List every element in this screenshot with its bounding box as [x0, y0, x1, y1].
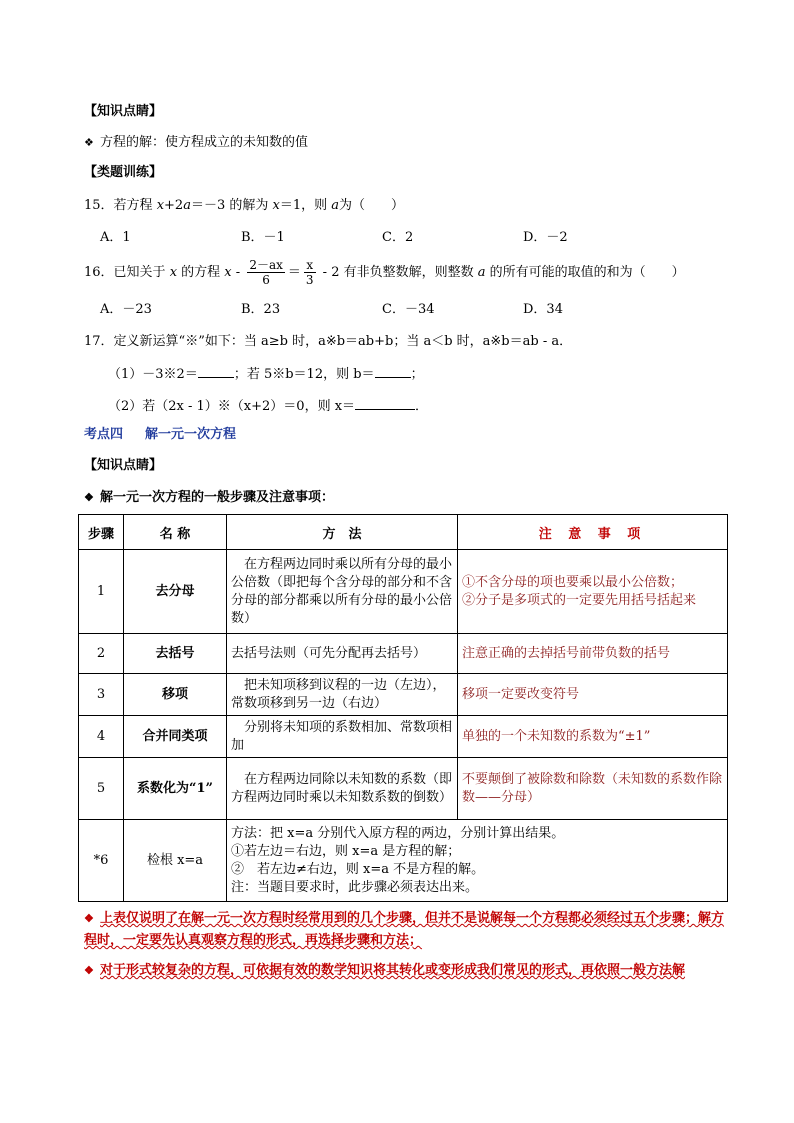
steps-table [78, 514, 728, 902]
knowledge-point [84, 134, 308, 152]
table-row [79, 634, 728, 674]
table-row [79, 674, 728, 716]
q16-option-b[interactable]: B．23 [241, 302, 281, 317]
header-notes-text: 注 意 事 项 [538, 526, 647, 542]
step-number: 3 [79, 674, 124, 716]
q15-var: x [156, 198, 165, 213]
header-method: 方 法 [227, 515, 458, 550]
answer-blank[interactable] [355, 396, 415, 410]
step-notes: 单独的一个未知数的系数为“±1” [458, 716, 728, 758]
q16-text: - [231, 265, 245, 280]
q15-option-b[interactable]: B．－1 [241, 230, 285, 245]
note-line: ①不含分母的项也要乘以最小公倍数； [462, 574, 684, 590]
q17-text: ． [415, 399, 429, 414]
kaodian-title: 解一元一次方程 [145, 427, 237, 442]
step-notes: 不要颠倒了被除数和除数（未知数的系数作除数——分母） [458, 758, 728, 820]
q15-var: x [272, 198, 280, 213]
q15-text: 15．若方程 [84, 198, 157, 213]
q17-text: ； [410, 367, 424, 382]
fraction-denominator: 3 [305, 273, 314, 287]
q16-fraction-1 [247, 258, 285, 287]
table-header-row [79, 515, 728, 550]
footnote-text: 对于形式较复杂的方程，可依据有效的数学知识将其转化或变形成我们常见的形式，再依照一般方法解 [100, 963, 686, 978]
step-number: 4 [79, 716, 124, 758]
note-line: ②分子是多项式的一定要先用括号括起来 [462, 592, 697, 608]
step-notes [458, 550, 728, 634]
steps-intro-text: 解一元一次方程的一般步骤及注意事项： [100, 490, 335, 505]
table-row [79, 550, 728, 634]
header-name: 名 称 [124, 515, 227, 550]
q17-part-1 [108, 364, 424, 384]
q15-option-a[interactable]: A．1 [100, 230, 131, 245]
step-name: 去括号 [124, 634, 227, 674]
footnote-2 [84, 960, 724, 982]
step-method: 去括号法则（可先分配再去括号） [227, 634, 458, 674]
question-15 [84, 197, 404, 215]
q16-var: x [169, 265, 178, 280]
step-name: 检根 x=a [124, 820, 227, 902]
q16-fraction-2 [304, 258, 316, 287]
q16-text: 16．已知关于 [84, 265, 170, 280]
q16-text: 的所有可能的取值的和为（ ） [485, 265, 685, 280]
q15-text: ＝－3 的解为 [190, 198, 273, 213]
diamond-bullet-icon: ❖ [84, 964, 94, 977]
step-name: 移项 [124, 674, 227, 716]
q16-options [100, 301, 664, 319]
method-line: 方法：把 x=a 分别代入原方程的两边，分别计算出结果。 [231, 825, 565, 841]
diamond-bullet-icon: ❖ [84, 491, 94, 504]
q16-option-a[interactable]: A．－23 [100, 302, 152, 317]
step-method [227, 820, 728, 902]
header-notes [458, 515, 728, 550]
q16-var: x [224, 265, 232, 280]
q15-var: a [331, 198, 340, 213]
q16-var: a [477, 265, 486, 280]
steps-intro [84, 489, 334, 507]
step-method: 在方程两边同时乘以所有分母的最小公倍数（即把每个含分母的部分和不含分母的部分都乘以所有分母的最小公倍数） [227, 550, 458, 634]
fraction-numerator: 2－ax [249, 258, 283, 272]
step-name: 系数化为“1” [124, 758, 227, 820]
section-heading-practice: 【类题训练】 [84, 165, 163, 180]
header-step: 步骤 [79, 515, 124, 550]
answer-blank[interactable] [198, 364, 234, 378]
question-17: 17．定义新运算“※”如下：当 a≥b 时，a※b＝ab+b；当 a＜b 时，a※b＝ab - a． [84, 334, 573, 349]
q15-text: +2 [164, 198, 184, 213]
table-row [79, 820, 728, 902]
step-method: 分别将未知项的系数相加、常数项相加 [227, 716, 458, 758]
step-name: 去分母 [124, 550, 227, 634]
q16-text: ＝ [287, 265, 301, 280]
q16-text: - 2 有非负整数解，则整数 [318, 265, 478, 280]
answer-blank[interactable] [375, 364, 411, 378]
method-line: 注：当题目要求时，此步骤必须表达出来。 [231, 879, 479, 895]
q17-text: ；若 5※b＝12，则 b＝ [233, 367, 375, 382]
kaodian-label: 考点四 [84, 427, 124, 442]
footnote-1 [84, 908, 724, 952]
q17-text: （2）若（2x - 1）※（x+2）＝0，则 x＝ [108, 399, 356, 414]
q16-option-c[interactable]: C．－34 [382, 302, 435, 317]
step-number: 2 [79, 634, 124, 674]
table-row [79, 716, 728, 758]
table-row [79, 758, 728, 820]
method-line: ①若左边＝右边，则 x=a 是方程的解； [231, 843, 461, 859]
q15-option-d[interactable]: D．－2 [523, 230, 568, 245]
method-line: ② 若左边≠右边，则 x=a 不是方程的解。 [231, 861, 485, 877]
q16-option-d[interactable]: D．34 [523, 302, 563, 317]
q15-var: a [183, 198, 191, 213]
step-notes: 注意正确的去掉括号前带负数的括号 [458, 634, 728, 674]
diamond-bullet-icon: ❖ [84, 136, 94, 149]
step-notes: 移项一定要改变符号 [458, 674, 728, 716]
step-number: 5 [79, 758, 124, 820]
question-16 [84, 258, 685, 288]
q15-text: 为（ ） [339, 198, 405, 213]
q15-options [100, 229, 664, 247]
q17-part-2 [108, 396, 428, 416]
step-method: 把未知项移到议程的一边（左边），常数项移到另一边（右边） [227, 674, 458, 716]
fraction-numerator: x [304, 258, 316, 273]
q15-text: ＝1，则 [279, 198, 332, 213]
kaodian-heading [84, 426, 236, 444]
q16-text: 的方程 [177, 265, 225, 280]
footnote-text: 上表仅说明了在解一元一次方程时经常用到的几个步骤，但并不是说解每一个方程都必须经过五个步骤；解方程时，一定要先认真观察方程的形式，再选择步骤和方法； [84, 911, 725, 948]
step-name: 合并同类项 [124, 716, 227, 758]
section-heading-knowledge: 【知识点睛】 [84, 104, 163, 119]
step-method: 在方程两边同除以未知数的系数（即方程两边同时乘以未知数系数的倒数） [227, 758, 458, 820]
fraction-denominator: 6 [262, 273, 270, 287]
q15-option-c[interactable]: C．2 [382, 230, 414, 245]
section-heading-knowledge-2: 【知识点睛】 [84, 458, 163, 473]
diamond-bullet-icon: ❖ [84, 912, 94, 925]
step-number: *6 [79, 820, 124, 902]
knowledge-point-text: 方程的解：使方程成立的未知数的值 [100, 135, 309, 150]
q17-text: （1）－3※2＝ [108, 367, 198, 382]
step-number: 1 [79, 550, 124, 634]
